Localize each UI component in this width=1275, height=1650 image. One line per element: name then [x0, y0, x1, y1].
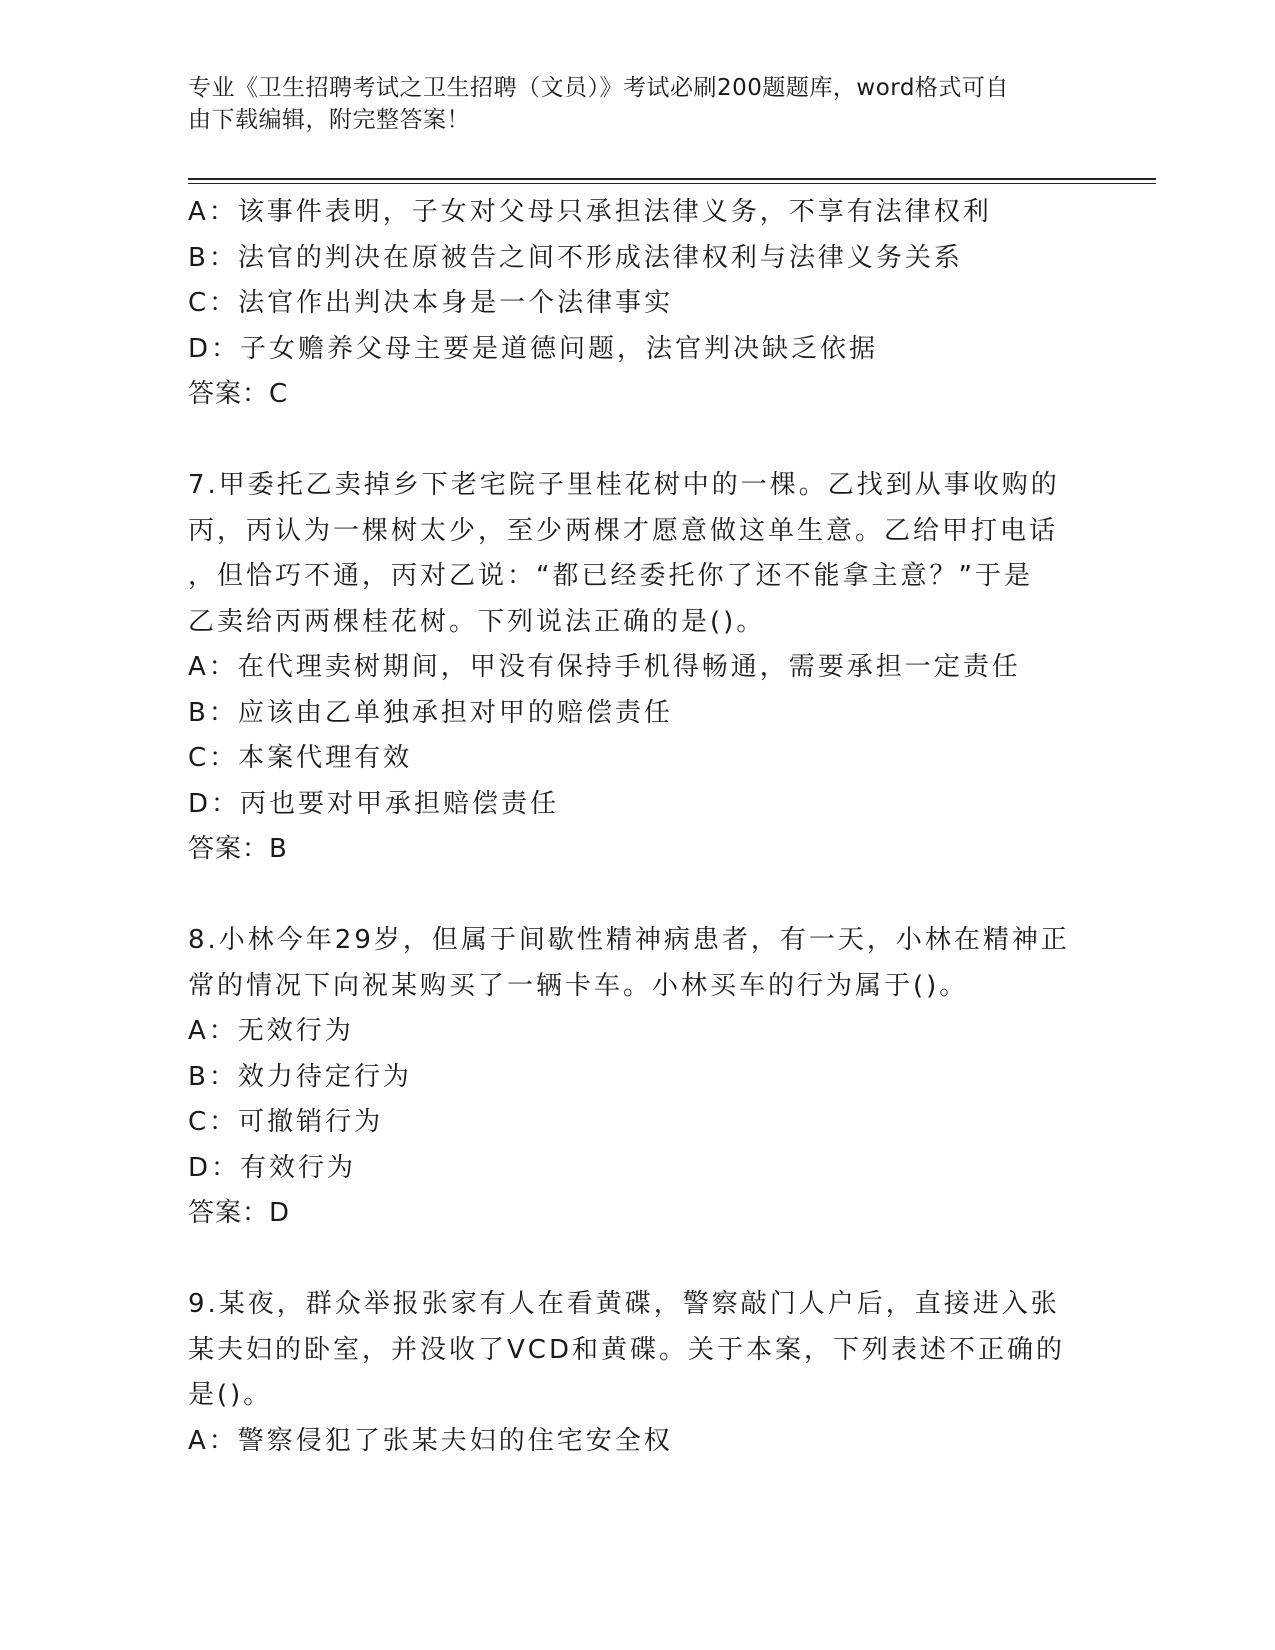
header-divider-thin [188, 183, 1156, 184]
option-c: C：可撤销行为 [188, 1107, 384, 1137]
header-line-1: 专业《卫生招聘考试之卫生招聘（文员）》考试必刷200题题库，word格式可自 [188, 75, 1009, 101]
option-a: A：在代理卖树期间，甲没有保持手机得畅通，需要承担一定责任 [188, 652, 1021, 682]
question-stem-line: 常的情况下向祝某购买了一辆卡车。小林买车的行为属于()。 [188, 970, 969, 1001]
question-7-block [188, 463, 1088, 873]
question-stem-line: 是()。 [188, 1380, 273, 1410]
spacer [188, 1237, 1088, 1283]
option-b: B：应该由乙单独承担对甲的赔偿责任 [188, 697, 673, 728]
option-d: D：丙也要对甲承担赔偿责任 [188, 788, 560, 819]
question-9-block [188, 1282, 1088, 1464]
option-d: D：有效行为 [188, 1152, 357, 1183]
answer: 答案：D [188, 1198, 291, 1228]
option-a: A：警察侵犯了张某夫妇的住宅安全权 [188, 1425, 673, 1456]
option-b: B：法官的判决在原被告之间不形成法律权利与法律义务关系 [188, 242, 963, 273]
answer: 答案：C [188, 379, 289, 409]
answer: 答案：B [188, 834, 288, 864]
spacer [188, 873, 1088, 919]
header-divider-thick [188, 178, 1156, 180]
question-stem-line: ，但恰巧不通，丙对乙说：“都已经委托你了还不能拿主意？”于是 [188, 561, 1033, 591]
question-stem-line: 乙卖给丙两棵桂花树。下列说法正确的是()。 [188, 606, 766, 637]
option-a: A：无效行为 [188, 1016, 354, 1046]
option-c: C：本案代理有效 [188, 743, 413, 773]
question-stem-line: 8.小林今年29岁，但属于间歇性精神病患者，有一天，小林在精神正 [188, 925, 1070, 955]
option-c: C：法官作出判决本身是一个法律事实 [188, 288, 674, 318]
spacer [188, 418, 1088, 464]
question-stem-line: 某夫妇的卧室，并没收了VCD和黄碟。关于本案，下列表述不正确的 [188, 1334, 1065, 1365]
option-b: B：效力待定行为 [188, 1061, 412, 1092]
option-d: D：子女赡养父母主要是道德问题，法官判决缺乏依据 [188, 333, 879, 364]
header-line-2: 由下载编辑，附完整答案！ [188, 107, 470, 133]
question-stem-line: 7.甲委托乙卖掉乡下老宅院子里桂花树中的一棵。乙找到从事收购的 [188, 470, 1060, 500]
question-8-block [188, 918, 1088, 1237]
option-a: A：该事件表明，子女对父母只承担法律义务，不享有法律权利 [188, 197, 992, 227]
question-6-block [188, 190, 1088, 418]
document-header [188, 72, 1068, 136]
question-stem-line: 丙，丙认为一棵树太少，至少两棵才愿意做这单生意。乙给甲打电话 [188, 515, 1059, 546]
question-stem-line: 9.某夜，群众举报张家有人在看黄碟，警察敲门人户后，直接进入张 [188, 1289, 1060, 1319]
question-content [188, 190, 1088, 1464]
